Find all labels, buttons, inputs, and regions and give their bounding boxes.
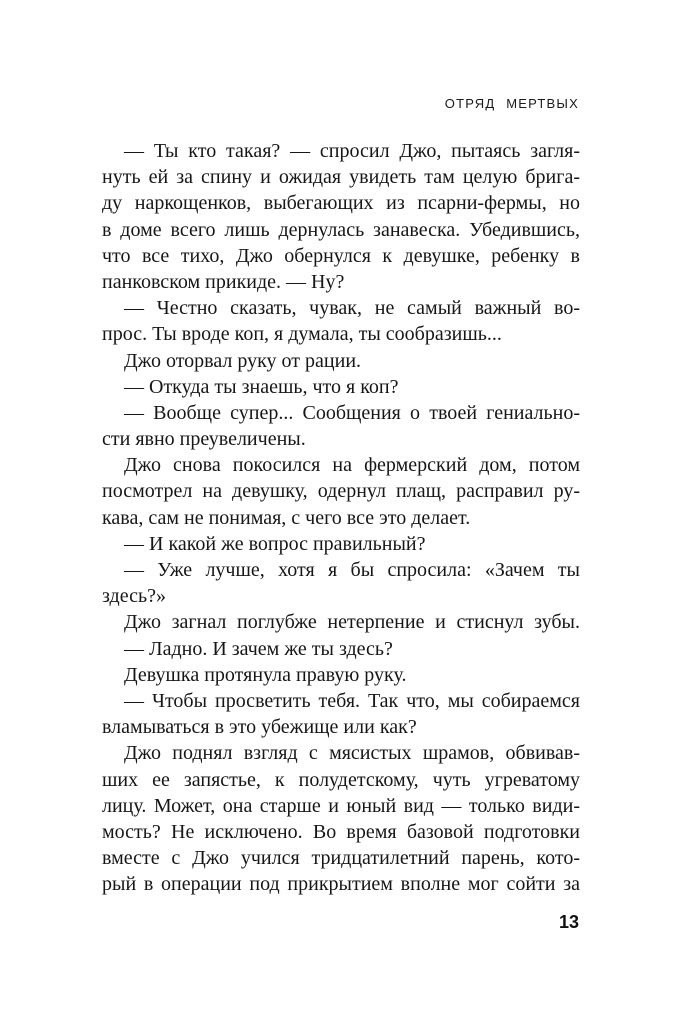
text-line: Девушка протянула правую руку. xyxy=(124,663,407,686)
page-number: 13 xyxy=(558,912,579,932)
text-line: Джо поднял взгляд с мясистых шрамов, обвивав- xyxy=(124,742,580,765)
text-line: Джо загнал поглубже нетерпение и стиснул зубы. xyxy=(124,611,580,634)
running-header-title: ОТРЯД МЕРТВЫХ xyxy=(444,96,579,111)
text-line: — Ты кто такая? — спросил Джо, пытаясь загля- xyxy=(124,140,580,162)
text-line: рый в операции под прикрытием вполне мог сойти за xyxy=(102,873,580,896)
text-line: — Чтобы просветить тебя. Так что, мы собираемся xyxy=(124,689,580,712)
text-line: кава, сам не понимая, с чего все это делает. xyxy=(102,506,471,529)
text-line: лицу. Может, она старше и юный вид — только види- xyxy=(102,794,580,817)
text-line: — Честно сказать, чувак, не самый важный во- xyxy=(124,297,580,320)
text-line: Джо снова покосился на фермерский дом, потом xyxy=(124,454,580,477)
text-line: — И какой же вопрос правильный? xyxy=(124,532,426,555)
text-line: мость? Не исключено. Во время базовой подготовки xyxy=(102,820,580,843)
text-line: ду наркощенков, выбегающих из псарни-фермы, но xyxy=(102,192,580,215)
text-line: Джо оторвал руку от рации. xyxy=(124,349,362,372)
text-line: что все тихо, Джо обернулся к девушке, ребенку в xyxy=(102,244,580,267)
text-line: — Ладно. И зачем же ты здесь? xyxy=(124,637,393,660)
text-line: вместе с Джо учился тридцатилетний парень, кото- xyxy=(102,847,580,870)
text-line: ших ее запястье, к полудетскому, чуть угреватому xyxy=(102,768,580,791)
text-line: сти явно преувеличены. xyxy=(102,428,306,451)
text-line: — Вообще супер... Сообщения о твоей гениально- xyxy=(124,401,580,424)
text-line: здесь?» xyxy=(102,585,166,608)
text-line: нуть ей за спину и ожидая увидеть там целую брига- xyxy=(102,166,580,189)
text-line: панковском прикиде. — Ну? xyxy=(102,270,345,293)
text-line: вламываться в это убежище или как? xyxy=(102,716,417,739)
text-line: посмотрел на девушку, одернул плащ, расправил ру- xyxy=(102,480,580,503)
text-line: — Откуда ты знаешь, что я коп? xyxy=(124,375,399,398)
text-line: в доме всего лишь дернулась занавеска. Убедившись, xyxy=(102,218,580,241)
text-line: прос. Ты вроде коп, я думала, ты сообразишь... xyxy=(102,323,502,346)
body-text xyxy=(102,138,580,897)
text-line: — Уже лучше, хотя я бы спросила: «Зачем ты xyxy=(124,559,580,581)
